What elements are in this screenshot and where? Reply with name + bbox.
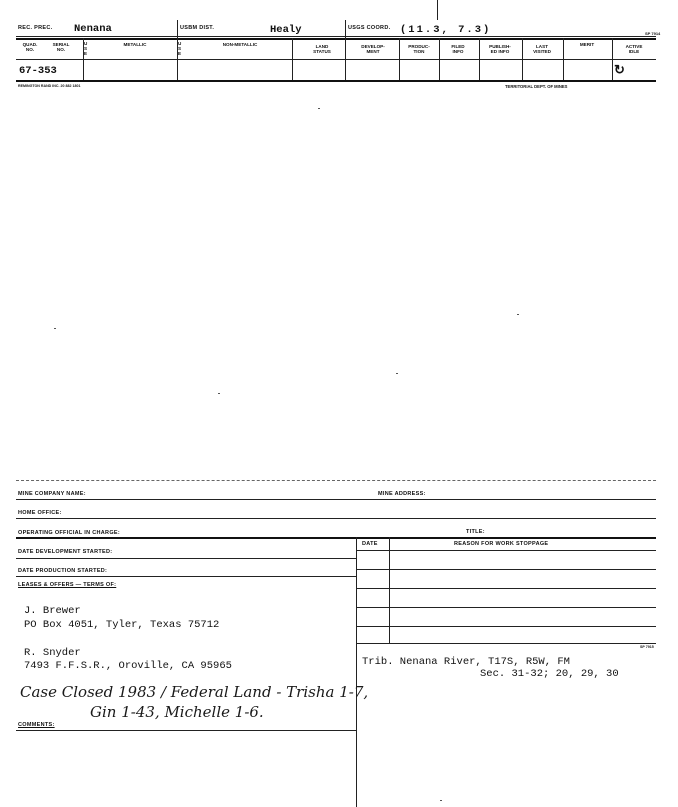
date-column-label: DATE: [362, 541, 378, 547]
col-non-metallic: NON-METALLIC: [222, 42, 258, 47]
rec-prec-label: REC. PREC.: [18, 25, 53, 31]
col-production: PRODUC- TION: [408, 44, 430, 54]
col-filed-info: FILED INFO: [451, 44, 465, 54]
prod-started-label: DATE PRODUCTION STARTED:: [18, 568, 108, 574]
col-use-right: U S E: [178, 41, 182, 56]
col-last-visited: LAST VISITED: [533, 44, 551, 54]
title-label: TITLE:: [466, 529, 485, 535]
lease2-address: 7493 F.F.S.R., Oroville, CA 95965: [24, 660, 232, 672]
mine-company-label: MINE COMPANY NAME:: [18, 491, 86, 497]
dept-footer: TERRITORIAL DEPT. OF MINES: [505, 84, 568, 89]
usgs-coord-value: (11.3, 7.3): [400, 24, 492, 36]
rec-prec-value: Nenana: [74, 23, 112, 35]
col-land-status: LAND STATUS: [313, 44, 331, 54]
quad-serial-value: 67-353: [19, 65, 57, 77]
usbm-dist-value: Healy: [270, 24, 302, 36]
mine-address-label: MINE ADDRESS:: [378, 491, 426, 497]
col-development: DEVELOP- MENT: [361, 44, 385, 54]
printer-footer: REMINGTON RAND INC. 20 882 1801: [18, 84, 81, 88]
lease2-name: R. Snyder: [24, 647, 81, 659]
scan-speck: [318, 108, 320, 109]
active-idle-mark: ↻: [614, 62, 625, 77]
home-office-label: HOME OFFICE:: [18, 510, 62, 516]
handwritten-note-line2: Gin 1-43, Michelle 1-6.: [90, 703, 264, 721]
lease1-name: J. Brewer: [24, 605, 81, 617]
scan-speck: [54, 328, 56, 329]
col-merit: MERIT: [579, 42, 595, 47]
scan-speck: [517, 314, 519, 315]
col-active-idle: ACTIVE IDLE: [625, 44, 643, 54]
scan-speck: [218, 393, 220, 394]
dev-started-label: DATE DEVELOPMENT STARTED:: [18, 549, 113, 555]
location-line2: Sec. 31-32; 20, 29, 30: [480, 668, 619, 680]
usgs-coord-label: USGS COORD.: [348, 25, 391, 31]
col-published-info: PUBLISH- ED INFO: [489, 44, 511, 54]
comments-label: COMMENTS:: [18, 722, 55, 728]
col-use-left: U S E: [84, 41, 88, 56]
usbm-dist-label: USBM DIST.: [180, 25, 215, 31]
top-form-number: SP 7914: [645, 31, 661, 36]
scan-speck: [396, 373, 398, 374]
location-line1: Trib. Nenana River, T17S, R5W, FM: [362, 656, 570, 668]
lease1-address: PO Box 4051, Tyler, Texas 75712: [24, 619, 220, 631]
reason-column-label: REASON FOR WORK STOPPAGE: [454, 541, 549, 547]
operating-official-label: OPERATING OFFICIAL IN CHARGE:: [18, 530, 120, 536]
col-serial-no: SERIAL NO.: [52, 42, 70, 52]
col-quad-no: QUAD. NO.: [22, 42, 38, 52]
col-metallic: METALLIC: [123, 42, 147, 47]
leases-label: LEASES & OFFERS — TERMS OF:: [18, 582, 117, 588]
bottom-form-number: SP 7915: [640, 645, 654, 649]
handwritten-note-line1: Case Closed 1983 / Federal Land - Trisha 1-7,: [20, 683, 369, 701]
scan-speck: [440, 800, 442, 801]
